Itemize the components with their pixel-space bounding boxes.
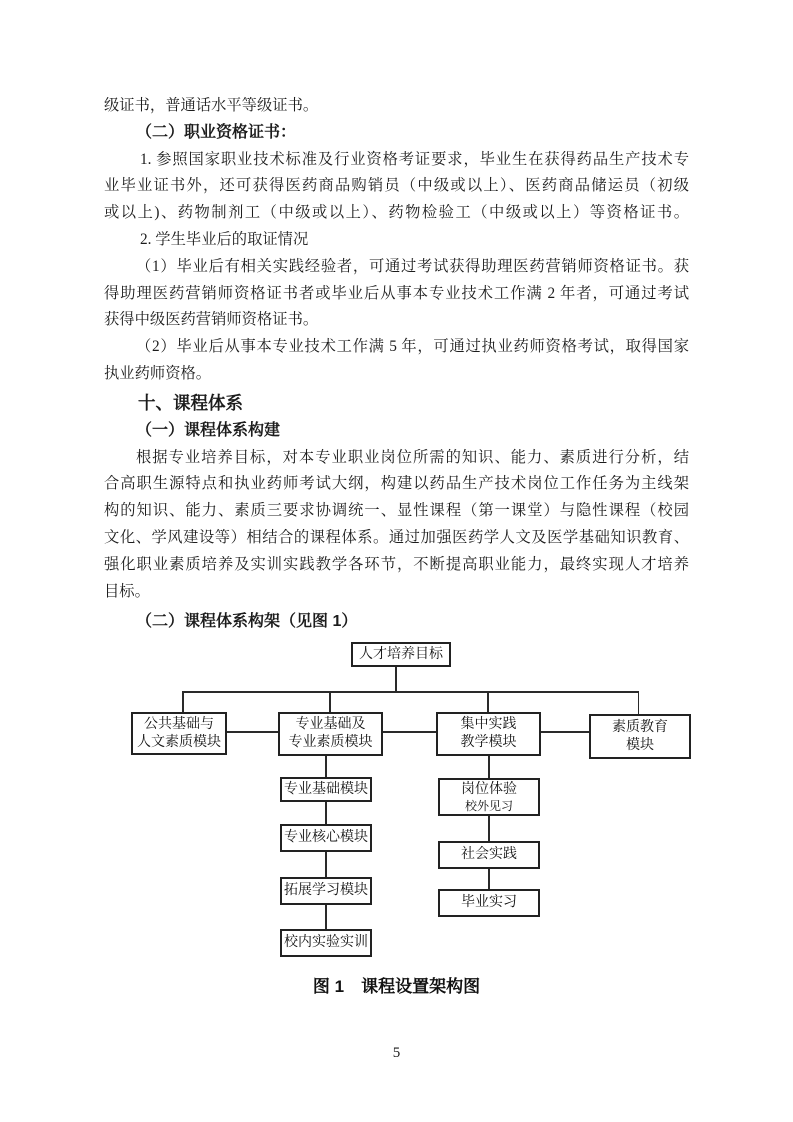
section-heading: （二）职业资格证书：	[136, 123, 297, 141]
connector-line	[488, 756, 490, 778]
text-line: 或以上)、药物制剂工（中级或以上）、药物检验工（中级或以上）等资格证书。	[104, 204, 689, 222]
diagram-node-public-basic	[131, 712, 227, 755]
text-line: （2）毕业后从事本专业技术工作满 5 年，可通过执业药师资格考试，取得国家	[136, 338, 689, 356]
text-line: 执业药师资格。	[104, 364, 212, 382]
connector-line	[395, 667, 397, 691]
text-line: 合高职生源特点和执业药师考试大纲，构建以药品生产技术岗位工作任务为主线架	[104, 475, 689, 493]
text-line: 获得中级医药营销师资格证书。	[104, 311, 319, 329]
text-line: 根据专业培养目标，对本专业职业岗位所需的知识、能力、素质进行分析，结	[136, 448, 689, 466]
diagram-node-extended	[280, 877, 372, 905]
connector-line	[325, 905, 327, 929]
connector-line	[329, 691, 331, 712]
node-label: 人文素质模块	[137, 734, 221, 750]
diagram-node-social-practice	[438, 841, 540, 869]
text-line: 1. 参照国家职业技术标准及行业资格考证要求，毕业生在获得药品生产技术专	[140, 150, 689, 168]
text-line: 强化职业素质培养及实训实践教学各环节，不断提高职业能力，最终实现人才培养	[104, 555, 689, 573]
connector-line	[487, 691, 489, 712]
figure-caption: 图 1 课程设置架构图	[312, 977, 481, 996]
text-line: 级证书，普通话水平等级证书。	[104, 97, 319, 114]
connector-line	[383, 731, 436, 733]
text-line: 文化、学风建设等）相结合的课程体系。通过加强医药学人文及医学基础知识教育、	[104, 528, 689, 546]
connector-line	[638, 691, 640, 714]
node-label: 岗位体验	[461, 781, 517, 797]
connector-line	[182, 691, 184, 712]
diagram-node-post-experience	[438, 778, 540, 816]
node-label: 毕业实习	[461, 895, 517, 910]
text-line: （1）毕业后有相关实践经验者，可通过考试获得助理医药营销师资格证书。获	[136, 257, 689, 275]
diagram-node-professional	[278, 712, 383, 756]
diagram-node-pro-core	[280, 824, 372, 852]
node-label: 拓展学习模块	[284, 883, 368, 898]
diagram-node-quality	[589, 714, 691, 759]
text-line: 得助理医药营销师资格证书者或毕业后从事本专业技术工作满 2 年者，可通过考试	[104, 284, 689, 302]
node-label: 社会实践	[461, 847, 517, 862]
connector-line	[325, 802, 327, 824]
section-heading: （二）课程体系构架（见图 1）	[136, 613, 358, 631]
text-flow	[104, 93, 689, 636]
node-label: 专业核心模块	[284, 830, 368, 845]
node-label: 素质教育	[612, 719, 668, 735]
connector-line	[488, 869, 490, 889]
connector-line	[325, 756, 327, 777]
node-label: 公共基础与	[144, 716, 214, 732]
node-label: 模块	[626, 737, 654, 753]
node-label: 集中实践	[460, 717, 517, 732]
connector-line	[488, 816, 490, 841]
diagram-node-graduation-internship	[438, 889, 540, 917]
text-line: 目标。	[104, 582, 150, 600]
node-label: 教学模块	[460, 735, 517, 750]
diagram-node-pro-basic	[280, 777, 372, 802]
text-line: 2. 学生毕业后的取证情况	[140, 230, 309, 248]
text-line: 业毕业证书外，还可获得医药商品购销员（中级或以上）、医药商品储运员（初级	[104, 177, 689, 195]
node-label: 专业素质模块	[288, 735, 373, 750]
connector-line	[227, 731, 278, 733]
connector-line	[325, 852, 327, 877]
node-label: 校内实验实训	[284, 935, 368, 950]
page-number: 5	[392, 1045, 401, 1061]
diagram-node-goal	[351, 642, 451, 667]
node-label: 专业基础及	[295, 717, 366, 732]
node-label: 校外见习	[464, 798, 513, 813]
connector-line	[541, 731, 589, 733]
section-heading: （一）课程体系构建	[136, 421, 281, 439]
diagram-node-practice	[436, 712, 541, 756]
connector-line	[182, 691, 639, 693]
text-line: 构的知识、能力、素质三要求协调统一、显性课程（第一课堂）与隐性课程（校园	[104, 502, 689, 520]
node-label: 专业基础模块	[284, 781, 368, 797]
node-label: 人才培养目标	[359, 646, 443, 662]
diagram-node-campus-training	[280, 929, 372, 957]
chapter-heading: 十、课程体系	[138, 392, 243, 413]
